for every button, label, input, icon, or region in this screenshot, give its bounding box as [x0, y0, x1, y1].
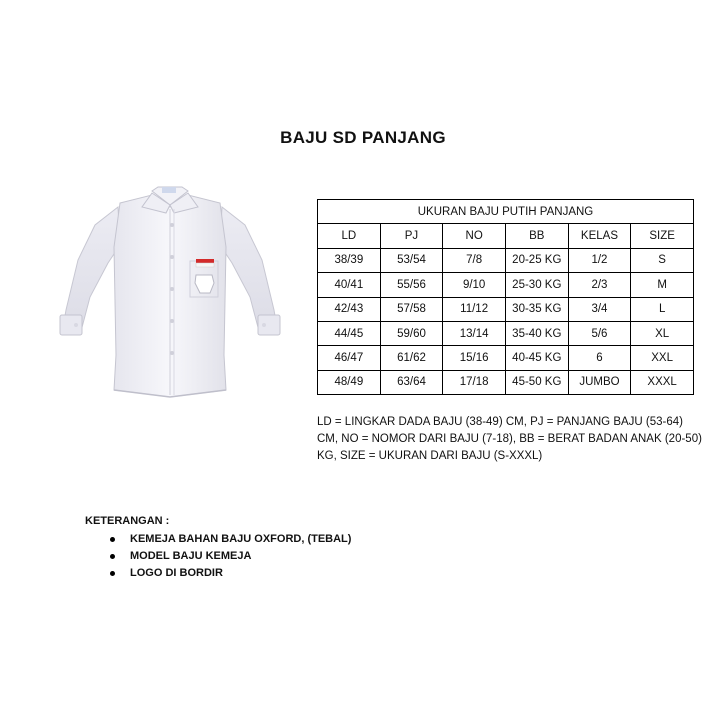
table-cell: XXL [631, 346, 694, 370]
keterangan-label: KETERANGAN : [85, 515, 170, 527]
table-row [318, 273, 694, 297]
table-cell: 2/3 [568, 273, 631, 297]
list-item: KEMEJA BAHAN BAJU OXFORD, (TEBAL) [110, 531, 351, 548]
table-cell: 30-35 KG [505, 297, 568, 321]
table-cell: 1/2 [568, 248, 631, 272]
list-item: MODEL BAJU KEMEJA [110, 548, 351, 565]
table-cell: 17/18 [443, 370, 506, 394]
table-header-row [318, 224, 694, 248]
table-row [318, 321, 694, 345]
table-caption: UKURAN BAJU PUTIH PANJANG [318, 200, 694, 224]
table-row [318, 297, 694, 321]
table-cell: 6 [568, 346, 631, 370]
table-header-cell: PJ [380, 224, 443, 248]
page-title: BAJU SD PANJANG [280, 128, 446, 147]
table-cell: 3/4 [568, 297, 631, 321]
legend-text: LD = LINGKAR DADA BAJU (38-49) CM, PJ = PANJANG BAJU (53-64) CM, NO = NOMOR DARI BAJU (7-18), BB = BERAT BADAN ANAK (20-50) KG, SIZE = UKURAN DARI BAJU (S-XXXL) [317, 416, 702, 462]
table-cell: 40/41 [318, 273, 381, 297]
table-header-cell: SIZE [631, 224, 694, 248]
table-header-cell: NO [443, 224, 506, 248]
table-cell: XXXL [631, 370, 694, 394]
table-cell: 57/58 [380, 297, 443, 321]
table-cell: 46/47 [318, 346, 381, 370]
table-cell: M [631, 273, 694, 297]
table-cell: 13/14 [443, 321, 506, 345]
size-table [317, 199, 694, 395]
table-cell: 35-40 KG [505, 321, 568, 345]
table-cell: 48/49 [318, 370, 381, 394]
table-header-cell: KELAS [568, 224, 631, 248]
shirt-image [40, 185, 300, 415]
table-cell: 7/8 [443, 248, 506, 272]
table-cell: JUMBO [568, 370, 631, 394]
table-cell: 42/43 [318, 297, 381, 321]
table-row [318, 370, 694, 394]
table-cell: 59/60 [380, 321, 443, 345]
table-header-cell: BB [505, 224, 568, 248]
table-header-cell: LD [318, 224, 381, 248]
table-cell: 45-50 KG [505, 370, 568, 394]
table-cell: XL [631, 321, 694, 345]
flag-badge [196, 259, 214, 263]
right-cuff [258, 315, 280, 335]
table-cell: 61/62 [380, 346, 443, 370]
table-cell: 38/39 [318, 248, 381, 272]
keterangan-list [110, 531, 351, 582]
table-cell: L [631, 297, 694, 321]
table-cell: 9/10 [443, 273, 506, 297]
left-cuff [60, 315, 82, 335]
table-cell: 55/56 [380, 273, 443, 297]
table-cell: 11/12 [443, 297, 506, 321]
table-row [318, 248, 694, 272]
table-cell: S [631, 248, 694, 272]
table-cell: 44/45 [318, 321, 381, 345]
table-cell: 15/16 [443, 346, 506, 370]
table-cell: 53/54 [380, 248, 443, 272]
table-cell: 40-45 KG [505, 346, 568, 370]
table-cell: 63/64 [380, 370, 443, 394]
table-cell: 20-25 KG [505, 248, 568, 272]
table-cell: 5/6 [568, 321, 631, 345]
table-row [318, 346, 694, 370]
list-item: LOGO DI BORDIR [110, 565, 351, 582]
table-cell: 25-30 KG [505, 273, 568, 297]
